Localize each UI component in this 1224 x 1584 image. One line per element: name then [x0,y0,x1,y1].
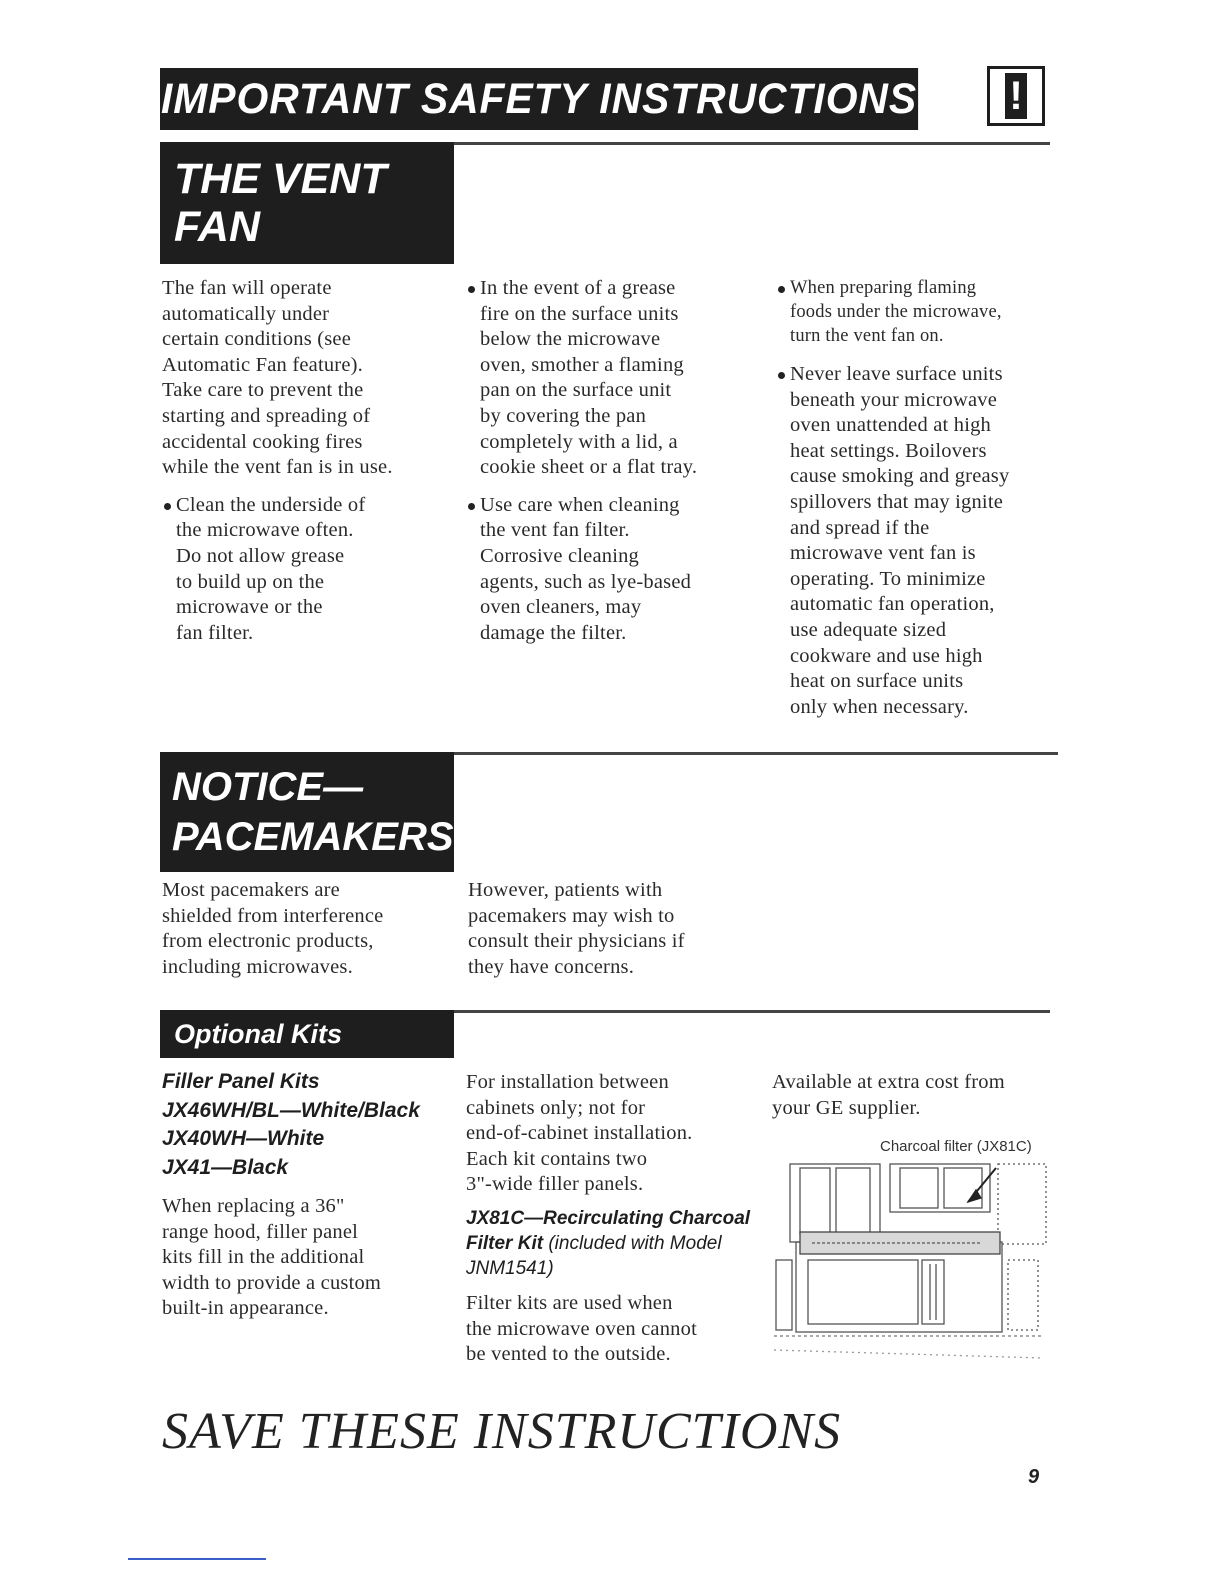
warning-symbol: ! [1005,73,1027,119]
footer-rule [128,1558,266,1560]
installation-note: For installation between cabinets only; not for end-of-cabinet installation. Each kit contains two 3"-wide filler panels. [466,1071,693,1196]
page-title-banner [160,68,918,130]
page-title: IMPORTANT SAFETY INSTRUCTIONS [161,75,918,123]
pacemakers-column-2: However, patients with pacemakers may wish to consult their physicians if they have concerns. [468,879,685,978]
microwave-shape [796,1242,1002,1332]
center-cabinet-shape [890,1164,990,1212]
filler-panel-description: When replacing a 36" range hood, filler panel kits fill in the additional width to provide a custom built-in appearance. [162,1195,382,1320]
charcoal-filter-illustration [772,1160,1048,1370]
pacemakers-column-1: Most pacemakers are shielded from interference from electronic products, including microwaves. [162,879,384,978]
bullet-flaming-foods: When preparing flaming foods under the microwave, turn the vent fan on. [776,276,1054,348]
pacemakers-heading: NOTICE— PACEMAKERS [160,752,454,872]
bullet-grease-fire: In the event of a grease fire on the surface units below the microwave oven, smother a flaming pan on the surface unit by covering the pan completely with a lid, a cookie sheet or a flat tray. [466,276,766,481]
optional-kits-column-3 [772,1070,1054,1121]
optional-kits-column-2 [466,1070,766,1368]
left-cabinet-shape [790,1164,880,1242]
bullet-filter-cleaning: Use care when cleaning the vent fan filter. Corrosive cleaning agents, such as lye-based oven cleaners, may damage the filter. [466,493,766,647]
vent-fan-heading: THE VENT FAN [160,142,454,264]
optional-kits-column-1 [162,1068,452,1322]
vent-fan-column-3 [776,276,1054,720]
filler-panel-kit-titles: Filler Panel Kits JX46WH/BL—White/Black JX40WH—White JX41—Black [162,1070,420,1179]
bullet-clean-underside: Clean the underside of the microwave often. Do not allow grease to build up on the microwave or the fan filter. [162,493,442,647]
vent-fan-intro: The fan will operate automatically under certain conditions (see Automatic Fan feature). Take care to prevent the starting and spreading of accidental cooking fires while the vent fan is in use. [162,277,393,479]
save-instructions-title: SAVE THESE INSTRUCTIONS [162,1403,842,1460]
charcoal-kit-title: JX81C—Recirculating Charcoal Filter Kit (included with Model JNM1541) [466,1207,751,1279]
vent-fan-column-1 [162,276,442,646]
charcoal-kit-description: Filter kits are used when the microwave oven cannot be vented to the outside. [466,1291,697,1366]
optional-kits-heading: Optional Kits [160,1010,454,1058]
bullet-surface-units: Never leave surface units beneath your microwave oven unattended at high heat settings. Boilovers cause smoking and greasy spillovers that may ignite and spread if the microwave vent fan is operating. To minimize automatic fan operation, use adequate sized cookware and use high heat on surface units only when necessary. [776,362,1054,720]
figure-caption: Charcoal filter (JX81C) [880,1138,1032,1155]
availability-note: Available at extra cost from your GE supplier. [772,1071,1005,1119]
page-number: 9 [1028,1466,1040,1488]
vent-fan-column-2 [466,276,766,646]
warning-icon [987,66,1045,126]
